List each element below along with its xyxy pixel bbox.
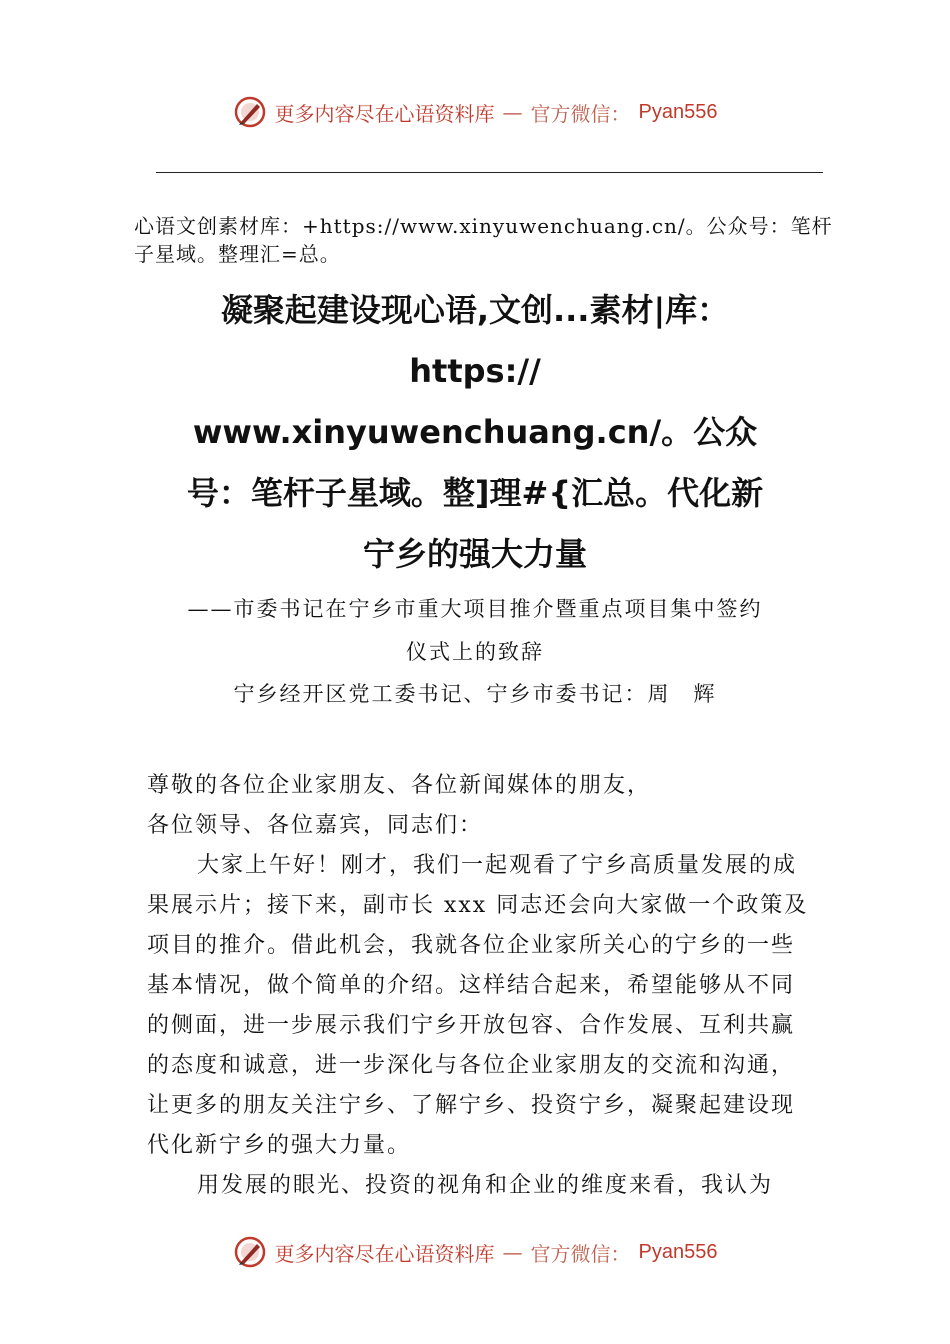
title-line: 宁乡的强大力量	[362, 535, 587, 573]
subtitle-line: 仪式上的致辞	[406, 640, 544, 664]
pen-logo-icon	[233, 1235, 267, 1269]
subtitle-line: ——市委书记在宁乡市重大项目推介暨重点项目集中签约	[187, 597, 763, 621]
header-banner	[0, 92, 950, 132]
banner-wechat-label: 官方微信：	[530, 1241, 631, 1266]
banner-wechat-id: Pyan556	[638, 100, 718, 123]
footer-banner	[0, 1232, 950, 1272]
pen-logo-icon	[233, 95, 267, 129]
banner-slogan: 更多内容尽在心语资料库	[274, 1241, 495, 1266]
title-line: 号：笔杆子星域。整]理#{汇总。代化新	[186, 474, 764, 512]
body-paragraph: 大家上午好！刚才，我们一起观看了宁乡高质量发展的成果展示片；接下来，副市长 xxx 同志还会向大家做一个政策及项目的推介。借此机会，我就各位企业家所关心的宁乡的一些基本情况，做个简单的介绍。这样结合起来，希望能够从不同的侧面，进一步展示我们宁乡开放包容、合作发展、互利共赢的态度和诚意，进一步深化与各位企业家朋友的交流和沟通，让更多的朋友关注宁乡、了解宁乡、投资宁乡，凝聚起建设现代化新宁乡的强大力量。	[147, 853, 809, 1158]
author-line: 宁乡经开区党工委书记、宁乡市委书记：周 辉	[233, 682, 717, 706]
banner-separator: —	[502, 100, 523, 124]
header-divider	[156, 172, 823, 173]
banner-wechat-label: 官方微信：	[530, 101, 631, 126]
title-line: https://	[409, 352, 541, 390]
title-line: www.xinyuwenchuang.cn/。公众	[192, 413, 758, 451]
speech-body	[147, 766, 812, 1206]
document-subtitle	[150, 588, 800, 674]
document-title	[140, 280, 810, 585]
greeting-line: 尊敬的各位企业家朋友、各位新闻媒体的朋友，	[147, 773, 652, 798]
banner-slogan: 更多内容尽在心语资料库	[274, 101, 495, 126]
greeting-line: 各位领导、各位嘉宾，同志们：	[147, 813, 484, 838]
body-paragraph: 用发展的眼光、投资的视角和企业的维度来看，我认为	[197, 1173, 774, 1198]
banner-separator: —	[502, 1240, 523, 1264]
banner-wechat-id: Pyan556	[638, 1240, 718, 1263]
intro-note: 心语文创素材库：+https://www.xinyuwenchuang.cn/。公众号：笔杆子星域。整理汇=总。	[134, 214, 833, 266]
title-line: 凝聚起建设现心语,文创...素材|库：	[220, 291, 730, 329]
